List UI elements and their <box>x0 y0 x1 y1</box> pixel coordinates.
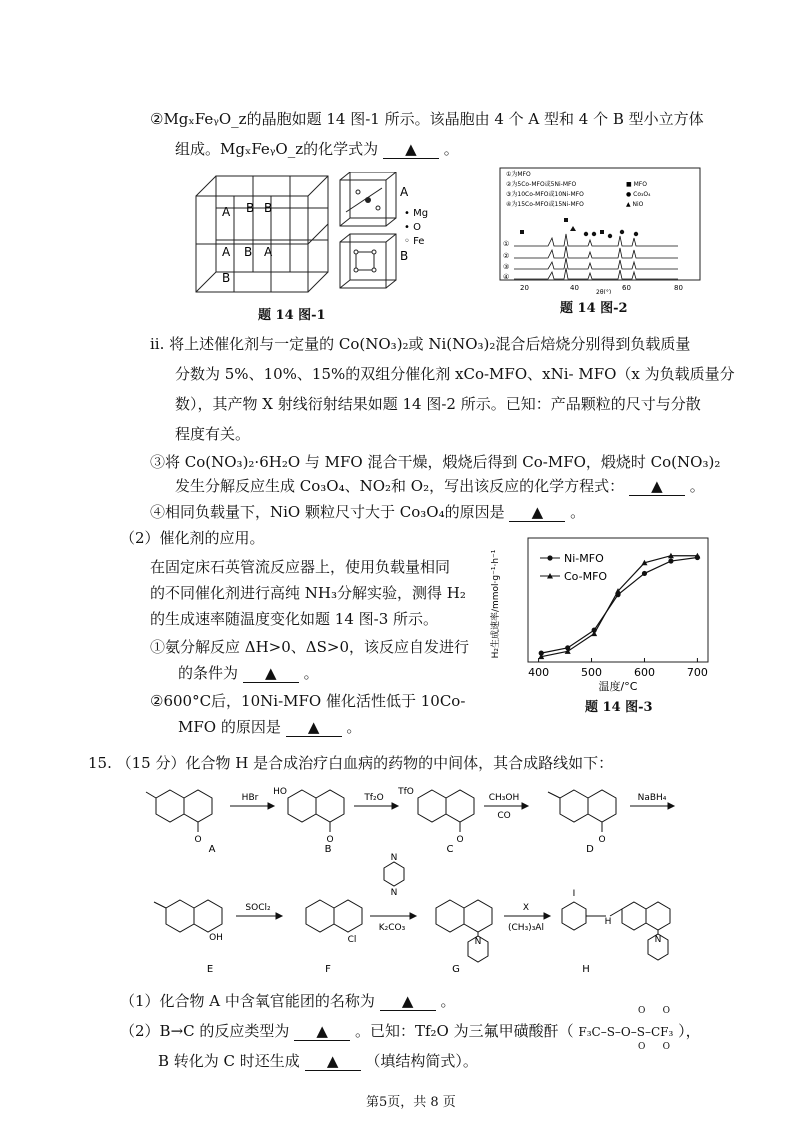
q14-s2-line2: 的不同催化剂进行高纯 NH₃分解实验，测得 H₂ <box>150 584 466 602</box>
atom-label: N <box>390 888 398 898</box>
q14-p4-text: ④相同负载量下，NiO 颗粒尺寸大于 Co₃O₄的原因是 <box>150 503 505 521</box>
answer-blank[interactable]: ▲ <box>383 140 439 159</box>
reagent-socl2: SOCl₂ <box>245 903 271 913</box>
reagent-nabh4: NaBH₄ <box>637 793 667 803</box>
q14-s2-q1-line2 <box>178 662 319 684</box>
x-tick-label: 400 <box>528 666 550 679</box>
q14-s2-q1-line1: ①氨分解反应 ΔH>0、ΔS>0，该反应自发进行 <box>150 638 470 656</box>
xrd-curve-label: ④ <box>503 273 510 281</box>
q15-sub2-text: ）， <box>678 1022 701 1040</box>
compound-label-e: E <box>206 964 214 975</box>
reagent-tf2o: Tf₂O <box>364 793 384 803</box>
tf2o-formula: F₃C–S–O–S–CF₃ <box>578 1025 674 1039</box>
fig14-1-caption: 题 14 图-1 <box>258 308 326 323</box>
data-point <box>642 571 647 576</box>
grid-label: B <box>246 201 255 215</box>
end-period: 。 <box>570 503 586 521</box>
xrd-legend-1: ①为MFO <box>506 171 531 178</box>
q14-p4-line <box>150 501 585 523</box>
xrd-curve-label: ③ <box>503 263 510 271</box>
reagent-hbr: HBr <box>241 793 259 803</box>
q15-sub2-text: 。已知：Tf₂O 为三氟甲磺酸酐（ <box>354 1022 574 1040</box>
atom-label: Cl <box>347 935 357 945</box>
atom-label: N <box>390 853 398 863</box>
q14-s2-line3: 的生成速率随温度变化如题 14 图-3 所示。 <box>150 610 439 628</box>
compound-label-b: B <box>324 844 332 855</box>
answer-blank[interactable]: ▲ <box>243 664 299 683</box>
legend-o: • O <box>404 222 421 233</box>
answer-blank[interactable]: ▲ <box>286 718 342 737</box>
legend-marker <box>547 555 552 560</box>
q15-sub2-line1 <box>120 1020 701 1043</box>
atom-label: I <box>572 889 576 899</box>
end-period: 。 <box>689 477 705 495</box>
q15-sub2-text: B 转化为 C 时还生成 <box>158 1052 300 1070</box>
xrd-x-tick: 20 <box>520 284 529 292</box>
q15-synthesis-route <box>140 780 740 980</box>
data-point <box>668 558 673 563</box>
atom-label: H <box>604 917 612 927</box>
grid-label: A <box>222 245 231 259</box>
q14-p3-line1: ③将 Co(NO₃)₂·6H₂O 与 MFO 混合干燥，煅烧后得到 Co-MFO，煅烧时 Co(NO₃)₂ <box>150 453 721 471</box>
compound-label-a: A <box>208 844 216 855</box>
q14-ii-line1: ii. 将上述催化剂与一定量的 Co(NO₃)₂或 Ni(NO₃)₂混合后焙烧分别得到负载质量 <box>150 335 691 353</box>
compound-label-f: F <box>325 964 331 975</box>
xrd-x-tick: 40 <box>570 284 579 292</box>
q14-p3-text: 发生分解反应生成 Co₃O₄、NO₂和 O₂，写出该反应的化学方程式： <box>175 477 625 495</box>
legend-label: Co-MFO <box>564 570 608 583</box>
tf2o-o-top: O O <box>638 1006 670 1016</box>
q15-sub1 <box>120 990 456 1012</box>
answer-blank[interactable]: ▲ <box>629 477 685 496</box>
xrd-x-tick: 60 <box>622 284 631 292</box>
legend-mg: • Mg <box>404 208 429 219</box>
compound-label-h: H <box>582 964 590 975</box>
q15-sub2-line2 <box>158 1050 478 1072</box>
end-period: 。 <box>440 992 456 1010</box>
compound-label-g: G <box>452 964 460 975</box>
xrd-legend-nio: ▲ NiO <box>626 201 644 208</box>
xrd-curve-label: ① <box>503 240 510 248</box>
q14-ii-line4: 程度有关。 <box>175 425 251 443</box>
q15-sub2-text: （填结构简式）。 <box>365 1052 478 1070</box>
fig14-3-chart <box>488 530 718 722</box>
legend-fe: ◦ Fe <box>404 236 425 247</box>
reagent-ch3oh: CH₃OH <box>488 793 520 803</box>
chart-x-label: 温度/°C <box>598 680 638 693</box>
xrd-legend-co3o4: ● Co₃O₄ <box>626 191 651 198</box>
xrd-legend-2: ②为5Co-MFO或5Ni-MFO <box>506 181 577 188</box>
grid-label: B <box>222 271 231 285</box>
atom-label: N <box>474 937 482 947</box>
x-tick-label: 700 <box>686 666 708 679</box>
compound-label-d: D <box>586 844 594 855</box>
q14-s2-line1: 在固定床石英管流反应器上，使用负载量相同 <box>150 558 451 576</box>
atom-label: N <box>654 935 662 945</box>
end-period: 。 <box>346 718 362 736</box>
q14-ii-line2: 分数为 5%、10%、15%的双组分催化剂 xCo-MFO、xNi- MFO（x 为负载质量分 <box>175 365 735 383</box>
q14-p3-line2 <box>175 475 705 497</box>
q14-s2-q2-text: MFO 的原因是 <box>178 718 281 736</box>
xrd-x-tick: 80 <box>674 284 683 292</box>
atom-label: O <box>194 835 202 845</box>
q14-s2-q1-text: 的条件为 <box>178 664 239 682</box>
xrd-legend-3: ③为10Co-MFO或10Ni-MFO <box>506 191 584 198</box>
atom-label: OH <box>209 933 223 943</box>
q15-sub1-text: （1）化合物 A 中含氧官能团的名称为 <box>120 992 375 1010</box>
tf2o-o-bottom: O O <box>638 1042 670 1052</box>
q15-head: 15. （15 分）化合物 H 是合成治疗白血病的药物的中间体，其合成路线如下： <box>88 754 614 772</box>
q14-p2-text: 组成。MgₓFeᵧO_z的化学式为 <box>175 140 379 158</box>
answer-blank[interactable]: ▲ <box>294 1022 350 1041</box>
answer-blank[interactable]: ▲ <box>509 503 565 522</box>
xrd-x-label: 2θ(°) <box>596 289 612 294</box>
reagent-x: X <box>522 903 530 913</box>
atom-label: TfO <box>398 787 414 797</box>
answer-blank[interactable]: ▲ <box>380 992 436 1011</box>
cube-label-a: A <box>400 185 409 199</box>
xrd-curve-label: ② <box>503 252 510 260</box>
reagent-co: CO <box>497 811 511 821</box>
xrd-legend-4: ④为15Co-MFO或15Ni-MFO <box>506 201 584 208</box>
atom-label: O <box>456 835 464 845</box>
grid-label: A <box>222 205 231 219</box>
q15-sub2-text: （2）B→C 的反应类型为 <box>120 1022 290 1040</box>
cube-label-b: B <box>400 249 409 263</box>
compound-label-c: C <box>446 844 454 855</box>
answer-blank[interactable]: ▲ <box>305 1052 361 1071</box>
page-footer: 第5页，共 8 页 <box>366 1095 456 1110</box>
legend-label: Ni-MFO <box>564 552 604 565</box>
grid-label: A <box>264 245 273 259</box>
end-period: 。 <box>303 664 319 682</box>
fig14-1-crystal <box>190 172 450 300</box>
x-tick-label: 500 <box>581 666 603 679</box>
grid-label: B <box>244 245 253 259</box>
q14-s2-q2-line1: ②600°C后，10Ni-MFO 催化活性低于 10Co- <box>150 692 466 710</box>
atom-label: O <box>598 835 606 845</box>
chart-y-label: H₂生成速率/mmol·g⁻¹·h⁻¹ <box>491 549 501 659</box>
grid-label: B <box>264 201 273 215</box>
fig14-2-caption: 题 14 图-2 <box>560 301 628 316</box>
atom-label: O <box>326 835 334 845</box>
reagent-ch3-3al: (CH₃)₃Al <box>508 923 544 933</box>
q14-s2-q2-line2 <box>178 716 361 738</box>
q14-s2-title: （2）催化剂的应用。 <box>120 529 265 547</box>
q14-ii-line3: 数），其产物 X 射线衍射结果如题 14 图-2 所示。已知：产品颗粒的尺寸与分散 <box>175 395 701 413</box>
q14-p2-line2 <box>175 138 459 160</box>
end-period: 。 <box>443 140 459 158</box>
fig14-2-xrd <box>498 166 704 294</box>
q14-p2-line1: ②MgₓFeᵧO_z的晶胞如题 14 图-1 所示。该晶胞由 4 个 A 型和 4 个 B 型小立方体 <box>150 110 704 128</box>
xrd-legend-mfo: ■ MFO <box>626 181 647 188</box>
atom-label: HO <box>273 787 287 797</box>
x-tick-label: 600 <box>633 666 655 679</box>
reagent-k2co3: K₂CO₃ <box>378 923 406 933</box>
fig14-3-caption: 题 14 图-3 <box>585 700 653 715</box>
